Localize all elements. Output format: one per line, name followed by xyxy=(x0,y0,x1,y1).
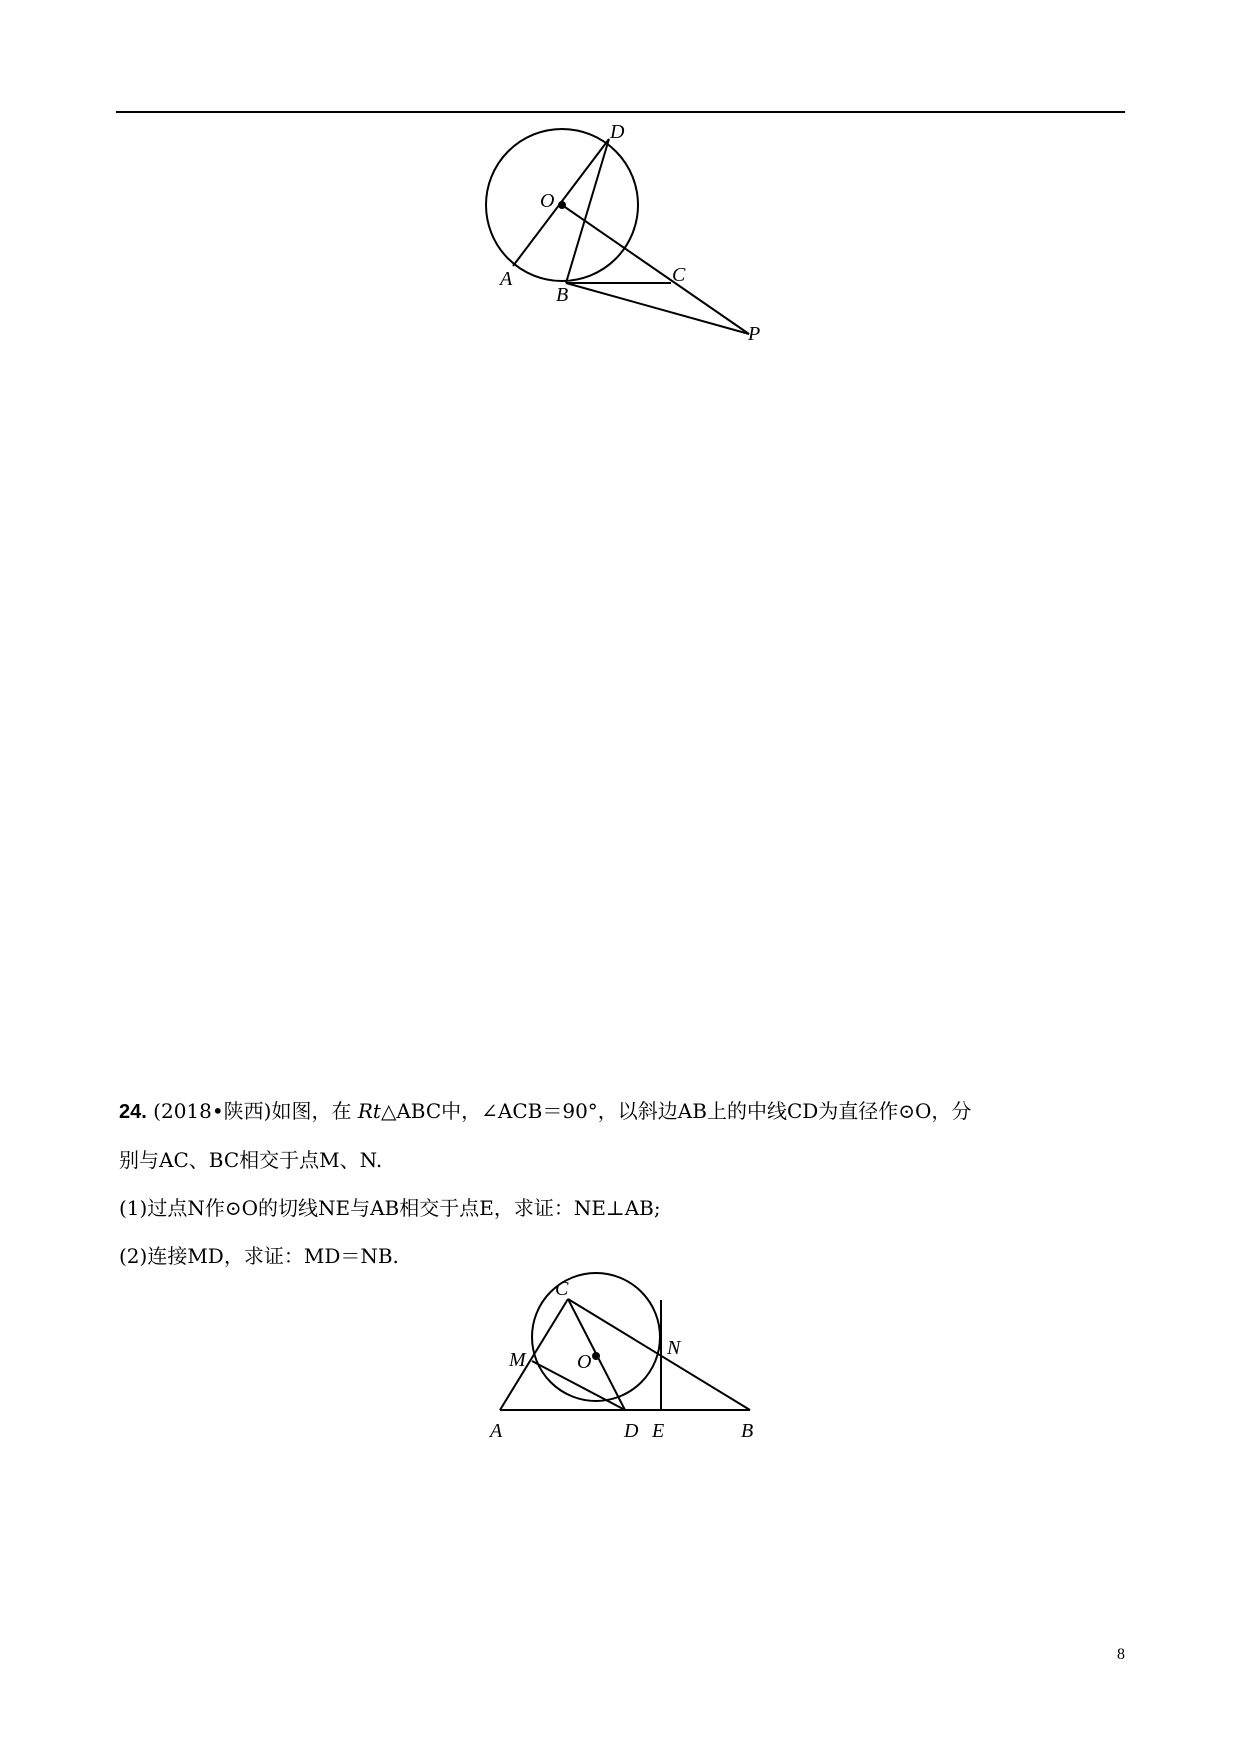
label-c: C xyxy=(555,1278,569,1300)
problem-line2: 别与AC、BC相交于点M、N. xyxy=(119,1148,383,1172)
label-e: E xyxy=(652,1420,665,1442)
page-number: 8 xyxy=(1117,1646,1125,1663)
label-b: B xyxy=(741,1420,754,1442)
problem-rt: Rt xyxy=(357,1099,381,1123)
label-o: O xyxy=(577,1351,592,1373)
problem-part1: (1)过点N作⊙O的切线NE与AB相交于点E，求证：NE⊥AB; xyxy=(119,1196,661,1220)
problem-number: 24. xyxy=(119,1101,147,1123)
label-d: D xyxy=(624,1420,639,1442)
label-o: O xyxy=(540,190,555,212)
problem-line1-b: △ABC中，∠ACB＝90°，以斜边AB上的中线CD为直径作⊙O，分 xyxy=(380,1099,972,1123)
circle-o xyxy=(532,1273,660,1401)
label-a: A xyxy=(500,268,513,290)
problem-source: (2018•陕西) xyxy=(153,1099,272,1123)
problem-line1-a: 如图，在 xyxy=(271,1099,352,1123)
label-n: N xyxy=(667,1337,681,1359)
label-d: D xyxy=(610,121,625,143)
label-a: A xyxy=(490,1420,503,1442)
label-m: M xyxy=(509,1349,526,1371)
problem-part2: (2)连接MD，求证：MD＝NB. xyxy=(119,1244,399,1268)
label-p: P xyxy=(748,323,761,345)
center-dot-o xyxy=(592,1352,600,1360)
label-c: C xyxy=(672,264,686,286)
label-b: B xyxy=(556,284,569,306)
